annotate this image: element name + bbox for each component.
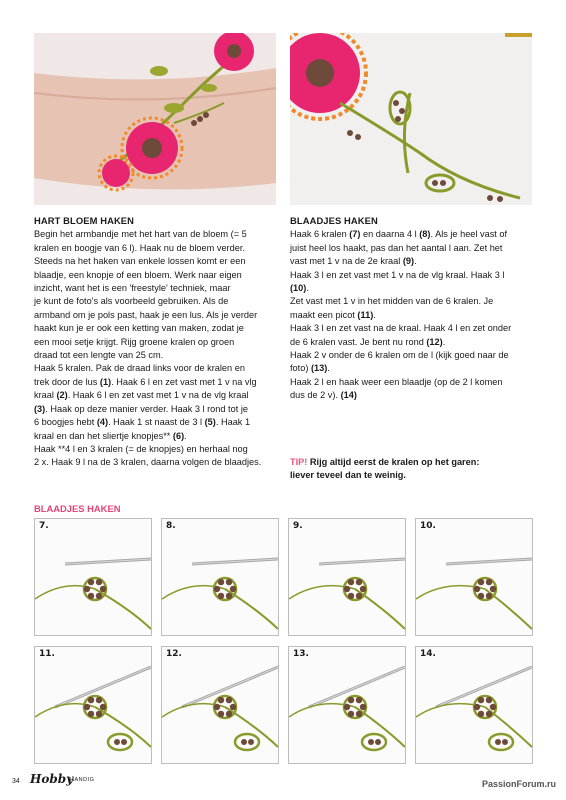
step-reference: (13) [310, 363, 328, 374]
text-segment: Haak **4 l en 3 kralen (= de knopjes) en herhaal nog [34, 443, 248, 454]
text-segment: kralen en boogje van 6 l). Haak nu de bloem verder. [34, 242, 245, 253]
text-line [34, 456, 284, 469]
text-line [34, 416, 284, 429]
text-segment: kraal en dan het sliertje knopjes** [34, 430, 173, 441]
text-line [290, 255, 540, 268]
text-line [34, 389, 284, 402]
text-segment: inzicht, want het is een 'freestyle' techniek, maar [34, 283, 231, 294]
step-reference: (1) [99, 376, 112, 387]
step-photo [34, 646, 152, 764]
left-column [34, 214, 284, 470]
right-column [290, 214, 540, 403]
step-reference: (12) [426, 336, 443, 347]
text-segment: . [373, 309, 376, 320]
text-segment: juist heel los haakt, pas dan het aantal l aan. Zet het [290, 242, 503, 253]
text-segment: . [442, 336, 446, 347]
text-segment: Haak 2 v onder de 6 kralen om de l (kijk goed naar de [290, 350, 509, 361]
step-number: 9. [293, 521, 303, 531]
text-segment: de 6 kralen vast. Je bent nu rond [290, 336, 427, 347]
text-line [290, 242, 540, 255]
tip-box [290, 456, 479, 482]
step-number: 10. [420, 521, 436, 531]
text-segment: . Haak 6 l en zet vast met 1 v na vlg [111, 376, 257, 387]
text-segment: je kunt de foto's als voorbeeld gebruiken. Als de [34, 296, 229, 307]
step-reference: (3) [34, 403, 46, 414]
steps-section-title: BLAADJES HAKEN [34, 503, 121, 514]
text-line [34, 349, 284, 362]
step-reference: (7) [349, 229, 361, 240]
text-line [290, 362, 540, 375]
text-segment: Haak 3 l en zet vast met 1 v na de vlg kraal. Haak 3 l [290, 269, 505, 280]
brand-logo: Hobby [30, 772, 74, 786]
text-segment: . [327, 363, 330, 374]
tip-text: liever teveel dan te weinig. [290, 469, 406, 480]
step-reference: (6) [172, 430, 185, 441]
text-segment: Haak 6 kralen [290, 229, 350, 240]
text-line [34, 322, 284, 335]
text-segment: . Haak 6 l en zet vast met 1 v na de vlg kraal [67, 390, 249, 401]
text-line [34, 362, 284, 375]
text-segment: een mooi setje krijgt. Rijg groene kralen op groen [34, 336, 235, 347]
text-line [34, 282, 284, 295]
text-line [34, 309, 284, 322]
text-line [290, 322, 540, 335]
text-segment: haakt kun je er ook een ketting van maken, zodat je [34, 323, 244, 334]
step-photo [288, 518, 406, 636]
brand-subtitle: HANDIG [70, 777, 95, 783]
step-number: 7. [39, 521, 49, 531]
text-segment: . [414, 256, 417, 267]
text-line [34, 295, 284, 308]
page-number: 34 [12, 778, 20, 785]
step-photo [415, 518, 533, 636]
text-line [290, 295, 540, 308]
text-segment: Zet vast met 1 v in het midden van de 6 kralen. Je [290, 296, 494, 307]
step-photo [415, 646, 533, 764]
text-line [34, 255, 284, 268]
step-photo [288, 646, 406, 764]
step-reference: (14) [340, 390, 357, 401]
text-segment: dus de 2 v). [290, 390, 341, 401]
text-segment: foto) [290, 363, 311, 374]
text-line [34, 269, 284, 282]
text-line [34, 376, 284, 389]
text-segment: Begin het armbandje met het hart van de bloem (= 5 [34, 229, 247, 240]
bracelet-photo-closeup [290, 33, 532, 205]
text-segment: . Haak 1 [215, 417, 251, 428]
text-line [290, 309, 540, 322]
text-segment: . [184, 430, 187, 441]
text-segment: . Haak op deze manier verder. Haak 3 l rond tot je [45, 403, 248, 414]
step-reference: (10) [290, 283, 307, 294]
text-segment: 6 boogjes hebt [34, 417, 97, 428]
text-segment: Steeds na het haken van enkele lossen komt er een [34, 256, 246, 267]
step-reference: (11) [357, 309, 374, 320]
text-line [290, 349, 540, 362]
text-segment: 2 x. Haak 9 l na de 3 kralen, daarna volgen de blaadjes. [34, 457, 262, 468]
text-segment: maakt een picot [290, 309, 358, 320]
step-reference: (4) [96, 417, 109, 428]
tip-label: TIP! [290, 457, 308, 467]
section-heading: BLAADJES HAKEN [290, 215, 378, 226]
text-segment: trek door de lus [34, 376, 100, 387]
text-line [290, 269, 540, 282]
text-line [34, 242, 284, 255]
text-segment: blaadje, een knopje of een bloem. Werk naar eigen [34, 269, 242, 280]
site-watermark: PassionForum.ru [481, 779, 556, 789]
section-heading: HART BLOEM HAKEN [34, 215, 135, 226]
step-number: 11. [39, 649, 55, 659]
text-line [34, 336, 284, 349]
step-reference: (8) [419, 229, 431, 240]
text-segment: vast met 1 v na de 2e kraal [290, 256, 403, 267]
text-line [290, 376, 540, 389]
step-number: 14. [420, 649, 436, 659]
text-segment: en daarna 4 l [360, 229, 420, 240]
step-reference: (9) [402, 256, 415, 267]
step-photo [161, 518, 279, 636]
step-photo [161, 646, 279, 764]
text-segment: . Als je heel vast of [430, 229, 508, 240]
step-number: 12. [166, 649, 182, 659]
text-line [34, 228, 284, 241]
text-line [290, 336, 540, 349]
text-line [34, 430, 284, 443]
step-photo [34, 518, 152, 636]
text-segment: armband om je pols past, haak je een lus. Als je verder [34, 309, 258, 320]
text-segment: Haak 5 kralen. Pak de draad links voor de kralen en [34, 363, 245, 374]
text-line [290, 389, 540, 402]
step-reference: (5) [204, 417, 216, 428]
step-reference: (2) [56, 390, 68, 401]
step-number: 8. [166, 521, 176, 531]
text-segment: Haak 3 l en zet vast na de kraal. Haak 4 l en zet onder [290, 323, 512, 334]
text-line [34, 403, 284, 416]
step-number: 13. [293, 649, 309, 659]
text-segment: . [306, 283, 309, 294]
bracelet-photo-wrist [34, 33, 276, 205]
text-segment: draad tot een lengte van 25 cm. [34, 350, 164, 361]
text-line [290, 228, 540, 241]
text-line [290, 282, 540, 295]
text-line [34, 443, 284, 456]
text-segment: Haak 2 l en haak weer een blaadje (op de 2 l komen [290, 376, 503, 387]
text-segment: . Haak 1 st naast de 3 l [108, 417, 205, 428]
text-segment: kraal [34, 390, 57, 401]
tip-text: Rijg altijd eerst de kralen op het garen: [307, 457, 480, 467]
